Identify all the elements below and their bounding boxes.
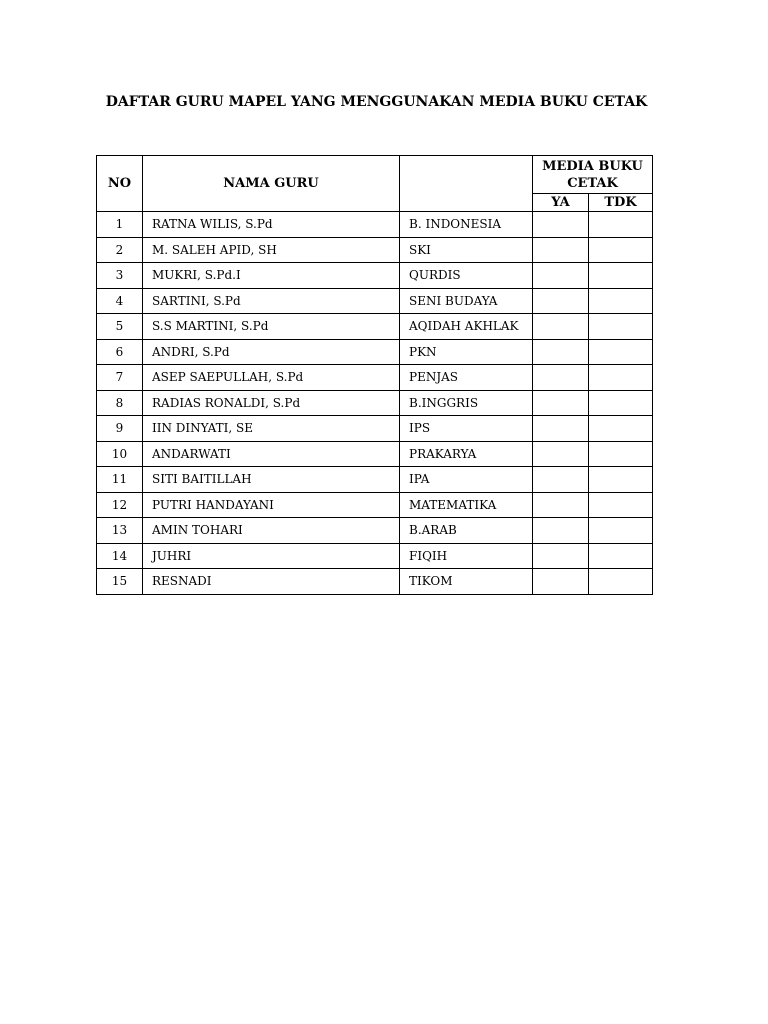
subject-name: TIKOM — [400, 569, 533, 595]
row-number: 6 — [97, 339, 143, 365]
table-row — [97, 492, 653, 518]
tdk-cell — [589, 288, 653, 314]
table-row — [97, 314, 653, 340]
table-row — [97, 390, 653, 416]
table-row — [97, 263, 653, 289]
tdk-cell — [589, 263, 653, 289]
tdk-cell — [589, 543, 653, 569]
teacher-name: RADIAS RONALDI, S.Pd — [143, 390, 400, 416]
teacher-table — [96, 155, 653, 595]
row-number: 8 — [97, 390, 143, 416]
teacher-name: ANDARWATI — [143, 441, 400, 467]
teacher-name: S.S MARTINI, S.Pd — [143, 314, 400, 340]
teacher-name: IIN DINYATI, SE — [143, 416, 400, 442]
table-row — [97, 467, 653, 493]
tdk-cell — [589, 365, 653, 391]
teacher-name: RESNADI — [143, 569, 400, 595]
table-row — [97, 441, 653, 467]
teacher-name: M. SALEH APID, SH — [143, 237, 400, 263]
row-number: 5 — [97, 314, 143, 340]
ya-cell — [533, 569, 589, 595]
row-number: 4 — [97, 288, 143, 314]
row-number: 14 — [97, 543, 143, 569]
teacher-name: JUHRI — [143, 543, 400, 569]
row-number: 9 — [97, 416, 143, 442]
table-row — [97, 518, 653, 544]
table-row — [97, 237, 653, 263]
teacher-name: ASEP SAEPULLAH, S.Pd — [143, 365, 400, 391]
header-media-buku-cetak: MEDIA BUKU CETAK — [533, 156, 653, 194]
ya-cell — [533, 212, 589, 238]
tdk-cell — [589, 569, 653, 595]
tdk-cell — [589, 518, 653, 544]
subject-name: QURDIS — [400, 263, 533, 289]
subject-name: IPA — [400, 467, 533, 493]
teacher-name: MUKRI, S.Pd.I — [143, 263, 400, 289]
ya-cell — [533, 288, 589, 314]
row-number: 13 — [97, 518, 143, 544]
subject-name: B.INGGRIS — [400, 390, 533, 416]
teacher-name: SARTINI, S.Pd — [143, 288, 400, 314]
subject-name: AQIDAH AKHLAK — [400, 314, 533, 340]
row-number: 12 — [97, 492, 143, 518]
subject-name: PKN — [400, 339, 533, 365]
teacher-name: AMIN TOHARI — [143, 518, 400, 544]
tdk-cell — [589, 416, 653, 442]
ya-cell — [533, 339, 589, 365]
tdk-cell — [589, 441, 653, 467]
tdk-cell — [589, 314, 653, 340]
subject-name: SENI BUDAYA — [400, 288, 533, 314]
ya-cell — [533, 441, 589, 467]
teacher-name: ANDRI, S.Pd — [143, 339, 400, 365]
table-row — [97, 288, 653, 314]
ya-cell — [533, 543, 589, 569]
table-body — [97, 212, 653, 595]
header-nama-guru: NAMA GURU — [143, 156, 400, 212]
table-row — [97, 543, 653, 569]
teacher-name: PUTRI HANDAYANI — [143, 492, 400, 518]
tdk-cell — [589, 237, 653, 263]
row-number: 1 — [97, 212, 143, 238]
row-number: 2 — [97, 237, 143, 263]
table-row — [97, 365, 653, 391]
subject-name: PENJAS — [400, 365, 533, 391]
table-row — [97, 416, 653, 442]
subject-name: B. INDONESIA — [400, 212, 533, 238]
subject-name: MATEMATIKA — [400, 492, 533, 518]
subject-name: FIQIH — [400, 543, 533, 569]
subject-name: PRAKARYA — [400, 441, 533, 467]
ya-cell — [533, 314, 589, 340]
header-no: NO — [97, 156, 143, 212]
document-title: DAFTAR GURU MAPEL YANG MENGGUNAKAN MEDIA BUKU CETAK — [105, 94, 648, 110]
subject-name: B.ARAB — [400, 518, 533, 544]
table-row — [97, 212, 653, 238]
ya-cell — [533, 518, 589, 544]
row-number: 7 — [97, 365, 143, 391]
teacher-name: SITI BAITILLAH — [143, 467, 400, 493]
ya-cell — [533, 492, 589, 518]
tdk-cell — [589, 339, 653, 365]
tdk-cell — [589, 390, 653, 416]
tdk-cell — [589, 212, 653, 238]
ya-cell — [533, 416, 589, 442]
row-number: 11 — [97, 467, 143, 493]
header-tdk: TDK — [589, 194, 653, 212]
ya-cell — [533, 237, 589, 263]
ya-cell — [533, 263, 589, 289]
header-mapel — [400, 156, 533, 212]
header-ya: YA — [533, 194, 589, 212]
subject-name: SKI — [400, 237, 533, 263]
tdk-cell — [589, 467, 653, 493]
ya-cell — [533, 467, 589, 493]
table-row — [97, 339, 653, 365]
ya-cell — [533, 390, 589, 416]
row-number: 15 — [97, 569, 143, 595]
row-number: 3 — [97, 263, 143, 289]
teacher-name: RATNA WILIS, S.Pd — [143, 212, 400, 238]
subject-name: IPS — [400, 416, 533, 442]
ya-cell — [533, 365, 589, 391]
row-number: 10 — [97, 441, 143, 467]
tdk-cell — [589, 492, 653, 518]
table-row — [97, 569, 653, 595]
